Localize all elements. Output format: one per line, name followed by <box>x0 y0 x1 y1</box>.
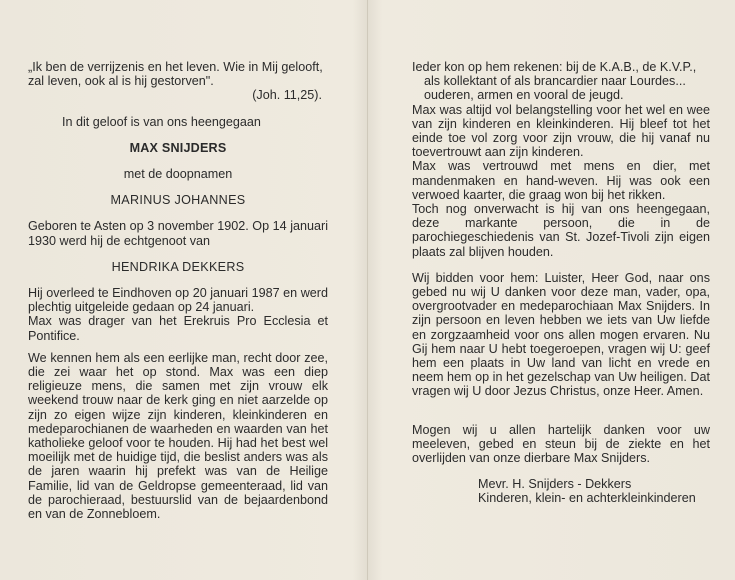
signature-line-2: Kinderen, klein- en achterkleinkinderen <box>478 491 696 506</box>
community-line-1: Ieder kon op hem rekenen: bij de K.A.B., de K.V.P., <box>412 60 697 74</box>
bible-quote <box>28 60 328 103</box>
quote-line-1: „Ik ben de verrijzenis en het leven. Wie in Mij gelooft, <box>28 60 323 74</box>
deceased-name: MAX SNIJDERS <box>129 140 227 155</box>
quote-reference: (Joh. 11,25). <box>252 88 322 103</box>
decoration-text: Max was drager van het Erekruis Pro Ecclesia et Pontifice. <box>28 314 328 343</box>
left-page <box>28 60 328 521</box>
community-line-3: ouderen, armen en vooral de jeugd. <box>424 88 624 103</box>
death-text: Hij overleed te Eindhoven op 20 januari 1987 en werd plechtig uitgeleide gedaan op 24 januari. <box>28 286 328 315</box>
spouse-name: HENDRIKA DEKKERS <box>111 259 245 274</box>
birth-marriage-text: Geboren te Asten op 3 november 1902. Op 14 januari 1930 werd hij de echtgenoot van <box>28 219 328 248</box>
community-paragraph <box>412 60 710 103</box>
family-paragraph: Max was altijd vol belangstelling voor het wel en wee van zijn kinderen en kleinkinderen. Hij bleef tot het einde toe vol zorg voor zijn vrouw, die hij vanaf nu toevertrouwt aan zijn kinderen. <box>412 102 710 160</box>
card-fold <box>367 0 368 580</box>
biography-text: We kennen hem als een eerlijke man, recht door zee, die zei waar het op stond. Max was een diep religieuze mens, die samen met zijn vrouw elk weekend trouw naar de kerk ging en niet aarzelde op zijn zo eigen wijze zijn kinderen, kleinkinderen en medeparochianen de waarheden en waarden van het katholieke geloof voor te houden. Hij had het best wel moeilijk met de huidige tijd, die beslist anders was als de jaren waarin hij prefekt was van de Heilige Familie, lid van de Geldropse gemeenteraad, lid van de parochieraad, bestuurslid van de bejaardenbond en van de Zonnebloem. <box>28 350 328 522</box>
right-page <box>412 60 710 506</box>
parish-paragraph: Toch nog onverwacht is hij van ons heengegaan, deze markante persoon, die in de parochiegeschiedenis van St. Jozef-Tivoli zijn eigen plaats zal blijven houden. <box>412 202 710 259</box>
quote-line-2: zal leven, ook al is hij gestorven". <box>28 74 214 89</box>
prayer-text: Wij bidden voor hem: Luister, Heer God, naar ons gebed nu wij U danken voor deze man, vader, opa, overgrootvader en medeparochiaan Max Snijders. In zijn persoon en leven hebben we iets van Uw liefde en zorgzaamheid voor ons allen mogen ervaren. Nu Gij hem naar U hebt toegeroepen, vragen wij U: geef hem een plaats in Uw land van licht en vrede en neem hem op in het gezelschap van Uw heiligen. Dat vragen wij U door Jezus Christus, onze Heer. Amen. <box>412 270 710 399</box>
baptismal-names-label: met de doopnamen <box>123 167 233 182</box>
intro-text: In dit geloof is van ons heengegaan <box>62 114 261 129</box>
thanks-text: Mogen wij u allen hartelijk danken voor uw meeleven, gebed en steun bij de ziekte en het overlijden van onze dierbare Max Snijders. <box>412 422 710 466</box>
baptismal-names: MARINUS JOHANNES <box>110 193 246 208</box>
community-line-2: als kollektant of als brancardier naar Lourdes... <box>424 74 686 89</box>
signature-line-1: Mevr. H. Snijders - Dekkers <box>478 477 632 492</box>
hobbies-paragraph: Max was vertrouwd met mens en dier, met mandenmaken en hand-weven. Hij was ook een verwoed kaarter, die graag won bij het rikken. <box>412 159 710 202</box>
